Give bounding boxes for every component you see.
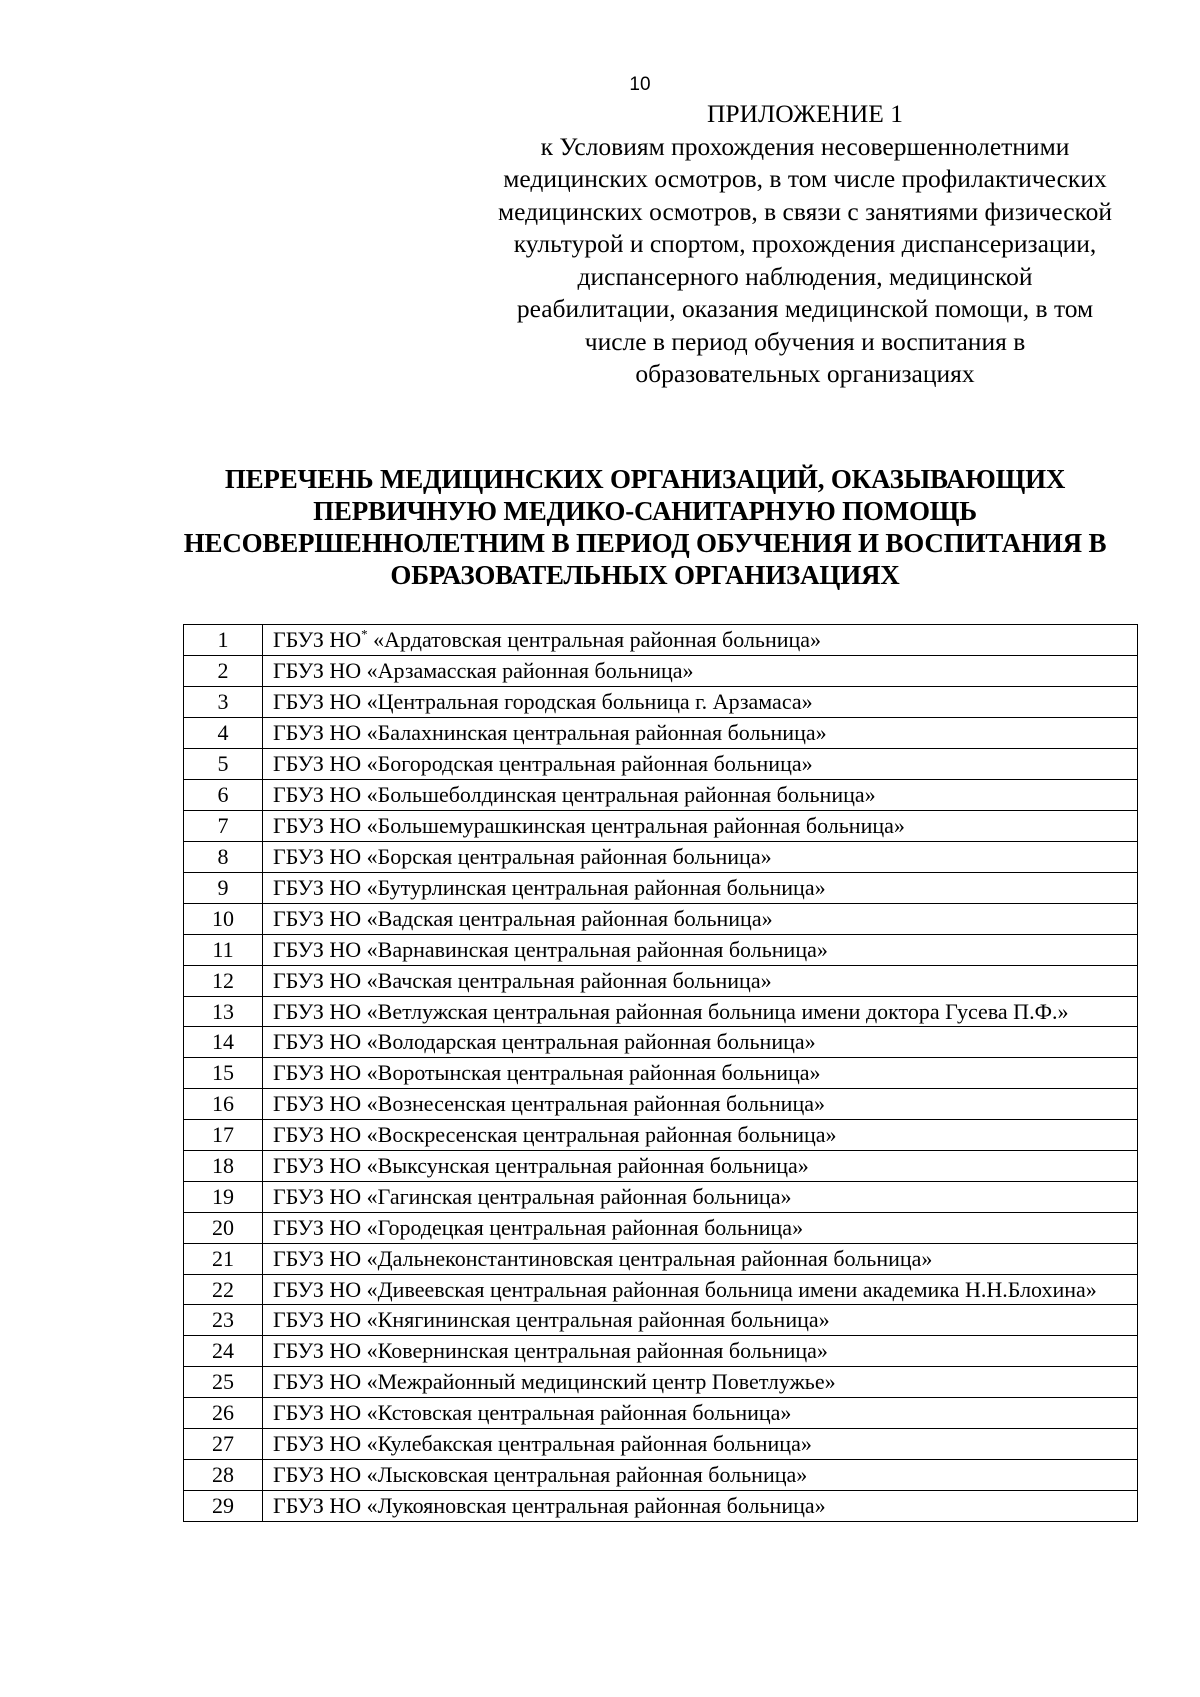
organization-name: ГБУЗ НО «Ветлужская центральная районная больница имени доктора Гусева П.Ф.»: [263, 997, 1138, 1027]
organization-name: ГБУЗ НО «Межрайонный медицинский центр Поветлужье»: [263, 1367, 1138, 1398]
organization-name: ГБУЗ НО «Большеболдинская центральная районная больница»: [263, 780, 1138, 811]
row-number: 26: [184, 1398, 263, 1429]
row-number: 17: [184, 1120, 263, 1151]
organization-name: ГБУЗ НО «Дивеевская центральная районная больница имени академика Н.Н.Блохина»: [263, 1275, 1138, 1305]
row-number: 18: [184, 1151, 263, 1182]
table-row: [184, 1491, 1138, 1522]
organization-name: ГБУЗ НО «Володарская центральная районная больница»: [263, 1027, 1138, 1058]
table-row: [184, 935, 1138, 966]
organization-name: ГБУЗ НО «Кулебакская центральная районная больница»: [263, 1429, 1138, 1460]
table-row: [184, 997, 1138, 1027]
organization-name: ГБУЗ НО «Лысковская центральная районная больница»: [263, 1460, 1138, 1491]
table-row: [184, 1367, 1138, 1398]
organization-name: ГБУЗ НО «Гагинская центральная районная больница»: [263, 1182, 1138, 1213]
organization-name: ГБУЗ НО «Дальнеконстантиновская центральная районная больница»: [263, 1244, 1138, 1275]
row-number: 4: [184, 718, 263, 749]
row-number: 20: [184, 1213, 263, 1244]
organization-name: ГБУЗ НО «Воротынская центральная районная больница»: [263, 1058, 1138, 1089]
organization-name: ГБУЗ НО «Варнавинская центральная районная больница»: [263, 935, 1138, 966]
organization-name: ГБУЗ НО «Вадская центральная районная больница»: [263, 904, 1138, 935]
table-row: [184, 904, 1138, 935]
table-row: [184, 749, 1138, 780]
row-number: 23: [184, 1305, 263, 1336]
document-title: ПЕРЕЧЕНЬ МЕДИЦИНСКИХ ОРГАНИЗАЦИЙ, ОКАЗЫВАЮЩИХ ПЕРВИЧНУЮ МЕДИКО-САНИТАРНУЮ ПОМОЩЬ НЕСОВЕРШЕННОЛЕТНИМ В ПЕРИОД ОБУЧЕНИЯ И ВОСПИТАНИЯ В ОБРАЗОВАТЕЛЬНЫХ ОРГАНИЗАЦИЯХ: [183, 464, 1107, 590]
row-number: 9: [184, 873, 263, 904]
table-row: [184, 1213, 1138, 1244]
row-number: 1: [184, 625, 263, 656]
table-row: [184, 966, 1138, 997]
organization-name: ГБУЗ НО «Борская центральная районная больница»: [263, 842, 1138, 873]
organization-name: ГБУЗ НО «Лукояновская центральная районная больница»: [263, 1491, 1138, 1522]
organization-name: ГБУЗ НО «Вачская центральная районная больница»: [263, 966, 1138, 997]
page-number: 10: [629, 74, 651, 95]
row-number: 5: [184, 749, 263, 780]
table-row: [184, 1027, 1138, 1058]
table-row: [184, 1398, 1138, 1429]
table-row: [184, 718, 1138, 749]
row-number: 15: [184, 1058, 263, 1089]
table-row: [184, 1429, 1138, 1460]
table-row: [184, 1058, 1138, 1089]
organization-name: ГБУЗ НО «Княгининская центральная районная больница»: [263, 1305, 1138, 1336]
organization-name: ГБУЗ НО «Большемурашкинская центральная районная больница»: [263, 811, 1138, 842]
table-row: [184, 780, 1138, 811]
organization-name: ГБУЗ НО «Бутурлинская центральная районная больница»: [263, 873, 1138, 904]
row-number: 11: [184, 935, 263, 966]
organization-name: ГБУЗ НО «Ковернинская центральная районная больница»: [263, 1336, 1138, 1367]
row-number: 22: [184, 1275, 263, 1305]
organization-name: ГБУЗ НО «Арзамасская районная больница»: [263, 656, 1138, 687]
organization-title: «Ардатовская центральная районная больница»: [373, 627, 822, 652]
organization-name: ГБУЗ НО «Выксунская центральная районная больница»: [263, 1151, 1138, 1182]
table-row: [184, 873, 1138, 904]
row-number: 7: [184, 811, 263, 842]
organization-name: ГБУЗ НО «Балахнинская центральная районная больница»: [263, 718, 1138, 749]
row-number: 14: [184, 1027, 263, 1058]
appendix-header: [495, 98, 1115, 391]
row-number: 24: [184, 1336, 263, 1367]
organization-prefix: ГБУЗ НО: [273, 627, 362, 652]
footnote-mark: *: [361, 626, 368, 642]
row-number: 12: [184, 966, 263, 997]
row-number: 27: [184, 1429, 263, 1460]
table-row: [184, 1460, 1138, 1491]
table-row: [184, 811, 1138, 842]
row-number: 28: [184, 1460, 263, 1491]
row-number: 16: [184, 1089, 263, 1120]
organizations-table-body: [184, 625, 1138, 1522]
row-number: 6: [184, 780, 263, 811]
organization-name: ГБУЗ НО «Городецкая центральная районная больница»: [263, 1213, 1138, 1244]
table-row: [184, 1336, 1138, 1367]
organizations-table: [183, 624, 1138, 1522]
table-row: [184, 1305, 1138, 1336]
table-row: [184, 1089, 1138, 1120]
table-row: [184, 842, 1138, 873]
organization-name: ГБУЗ НО «Воскресенская центральная районная больница»: [263, 1120, 1138, 1151]
row-number: 3: [184, 687, 263, 718]
row-number: 25: [184, 1367, 263, 1398]
appendix-title: ПРИЛОЖЕНИЕ 1: [706, 99, 904, 128]
table-row: [184, 1151, 1138, 1182]
table-row: [184, 656, 1138, 687]
row-number: 2: [184, 656, 263, 687]
table-row: [184, 1244, 1138, 1275]
row-number: 21: [184, 1244, 263, 1275]
row-number: 8: [184, 842, 263, 873]
table-row: [184, 625, 1138, 656]
appendix-subtitle: к Условиям прохождения несовершеннолетними медицинских осмотров, в том числе профилактических медицинских осмотров, в связи с занятиями физической культурой и спортом, прохождения диспансеризации, диспансерного наблюдения, медицинской реабилитации, оказания медицинской помощи, в том числе в период обучения и воспитания в образовательных организациях: [497, 131, 1113, 388]
organization-name: ГБУЗ НО «Кстовская центральная районная больница»: [263, 1398, 1138, 1429]
organization-name: [263, 625, 1138, 656]
organization-name: ГБУЗ НО «Богородская центральная районная больница»: [263, 749, 1138, 780]
table-row: [184, 687, 1138, 718]
table-row: [184, 1275, 1138, 1305]
table-row: [184, 1182, 1138, 1213]
organization-name: ГБУЗ НО «Вознесенская центральная районная больница»: [263, 1089, 1138, 1120]
row-number: 13: [184, 997, 263, 1027]
row-number: 10: [184, 904, 263, 935]
row-number: 19: [184, 1182, 263, 1213]
table-row: [184, 1120, 1138, 1151]
organization-name: ГБУЗ НО «Центральная городская больница г. Арзамаса»: [263, 687, 1138, 718]
row-number: 29: [184, 1491, 263, 1522]
